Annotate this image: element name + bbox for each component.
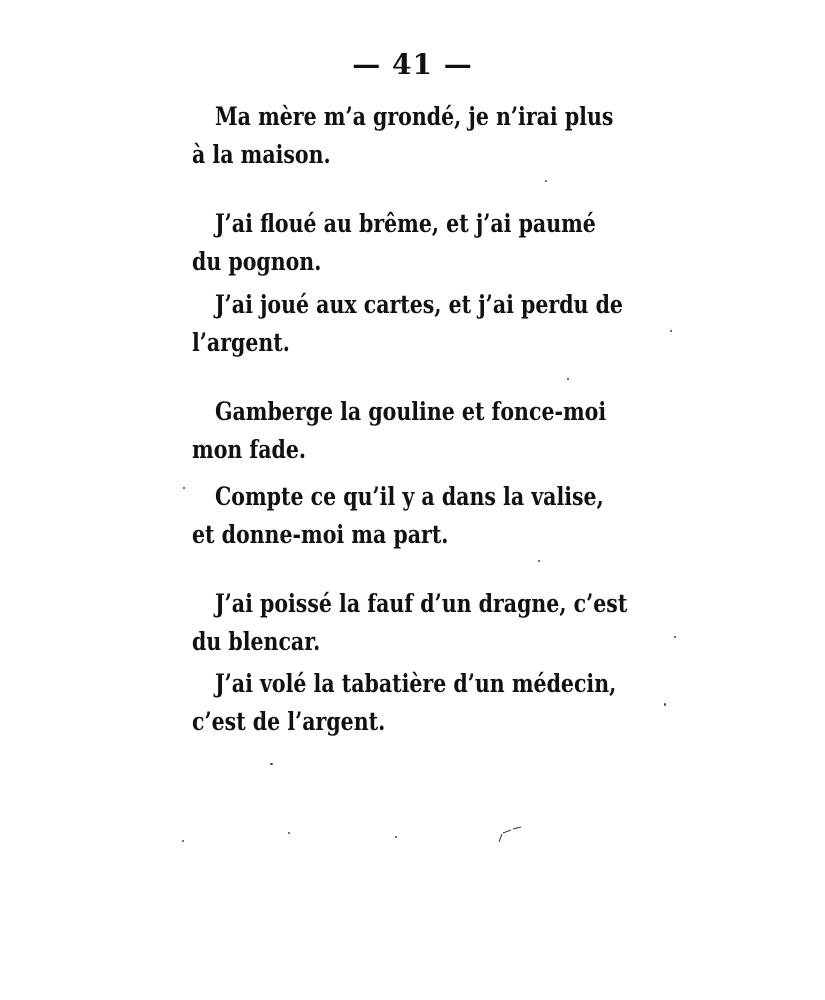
scan-speck bbox=[670, 330, 672, 332]
paragraph-4 bbox=[192, 393, 607, 469]
paragraph-line: mon fade. bbox=[192, 435, 307, 464]
paragraph-3 bbox=[192, 286, 623, 362]
scan-speck bbox=[567, 378, 569, 380]
paragraph-line: et donne-moi ma part. bbox=[192, 520, 449, 549]
scan-speck bbox=[182, 840, 184, 842]
paragraph-2 bbox=[192, 205, 596, 281]
page-number: — 41 — bbox=[352, 48, 473, 81]
scan-speck bbox=[270, 763, 273, 765]
scan-speck bbox=[538, 560, 540, 562]
scan-speck bbox=[183, 487, 185, 489]
paragraph-6 bbox=[192, 585, 628, 661]
paragraph-line: c’est de l’argent. bbox=[192, 707, 386, 736]
paragraph-line: Ma mère m’a grondé, je n’irai plus bbox=[214, 102, 614, 131]
paragraph-5 bbox=[192, 478, 604, 554]
paragraph-line: J’ai floué au brême, et j’ai paumé bbox=[214, 209, 596, 238]
paragraph-line: du blencar. bbox=[192, 627, 321, 656]
paragraph-line: du pognon. bbox=[192, 247, 322, 276]
scan-speck bbox=[395, 836, 397, 838]
paragraph-7 bbox=[192, 665, 617, 741]
scan-speck bbox=[545, 180, 547, 182]
paragraph-line: Gamberge la gouline et fonce-moi bbox=[214, 397, 607, 426]
paragraph-line: J’ai poissé la fauf d’un dragne, c’est bbox=[214, 589, 628, 618]
paragraph-line: J’ai joué aux cartes, et j’ai perdu de bbox=[214, 290, 623, 319]
paragraph-1 bbox=[192, 98, 614, 174]
paragraph-line: l’argent. bbox=[192, 328, 290, 357]
paragraph-line: à la maison. bbox=[192, 140, 331, 169]
paragraph-line: J’ai volé la tabatière d’un médecin, bbox=[214, 669, 617, 698]
scan-speck bbox=[664, 703, 666, 706]
scan-speck bbox=[288, 832, 290, 834]
scan-speck bbox=[674, 636, 676, 638]
scan-mark bbox=[495, 822, 525, 846]
paragraph-line: Compte ce qu’il y a dans la valise, bbox=[214, 482, 604, 511]
